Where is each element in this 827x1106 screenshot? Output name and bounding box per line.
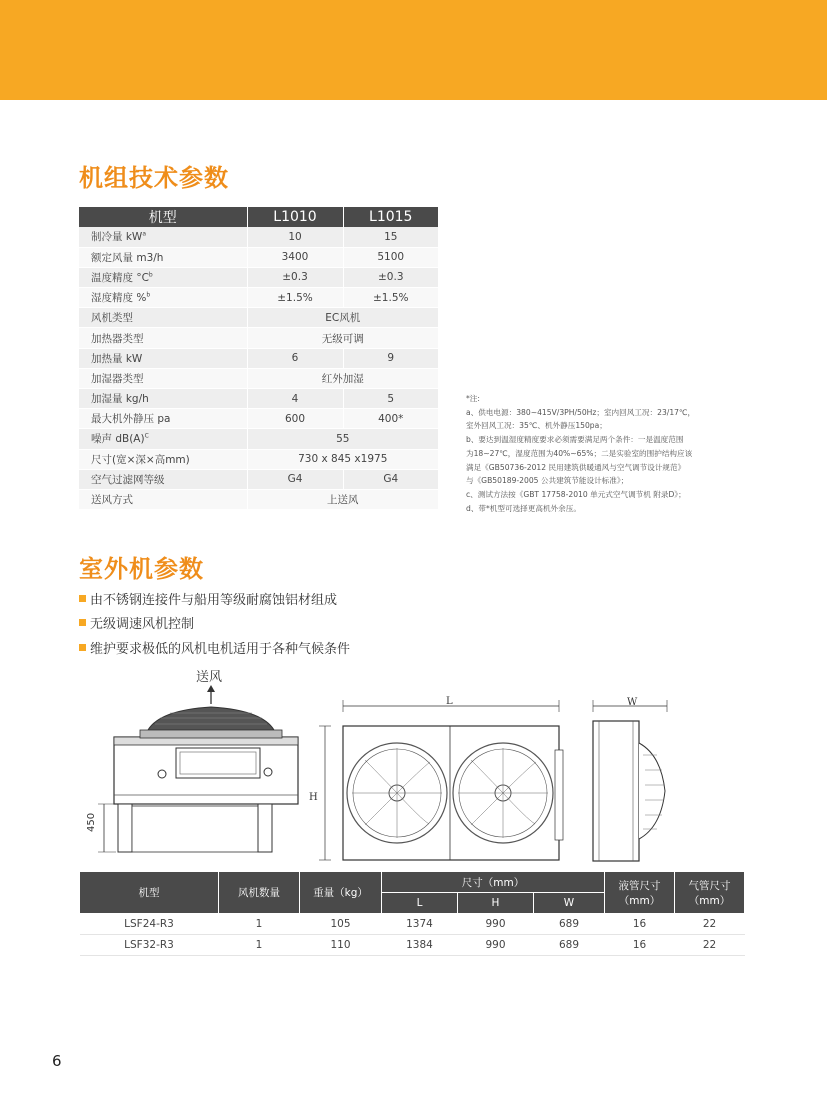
spec-row-label: 风机类型 [79, 308, 247, 328]
spec-row-value: 5 [343, 389, 438, 409]
table-row [80, 935, 745, 956]
airflow-label: 送风 [196, 670, 223, 685]
outdoor-unit-table [79, 871, 745, 956]
spec-header-l1015: L1015 [343, 207, 438, 227]
spec-row-label: 加热量 kW [79, 348, 247, 368]
spec-row-label: 温度精度 $^\circ C^b$ [79, 267, 247, 287]
table-cell: 689 [534, 914, 605, 935]
note-line: d、带*机型可选择更高机外余压。 [466, 503, 581, 513]
spec-row-label: 加热器类型 [79, 328, 247, 348]
spec-row [79, 308, 438, 328]
dim-l-label: L [446, 696, 453, 707]
outdoor-header-size: 尺寸（mm） [382, 872, 605, 893]
spec-row-value: 无级可调 [247, 328, 438, 348]
spec-row-value: ±0.3 [343, 267, 438, 287]
outdoor-header-fan-count: 风机数量 [219, 872, 300, 914]
spec-row-value: 55 [247, 429, 438, 449]
spec-row-value: 4 [247, 389, 343, 409]
feature-list [79, 586, 350, 660]
spec-row-label: 送风方式 [79, 489, 247, 509]
page-number: 6 [52, 1052, 62, 1070]
bullet-square-icon [79, 644, 86, 651]
spec-row-label: 空气过滤网等级 [79, 469, 247, 489]
outdoor-header-l: L [382, 893, 458, 914]
spec-notes [466, 392, 716, 515]
spec-row-value: ±0.3 [247, 267, 343, 287]
spec-row-value: 600 [247, 409, 343, 429]
feature-item: 由不锈钢连接件与船用等级耐腐蚀铝材组成 [79, 586, 350, 611]
spec-row [79, 469, 438, 489]
spec-row-value: 上送风 [247, 489, 438, 509]
spec-row [79, 227, 438, 247]
spec-row-label: 额定风量 m3/h [79, 247, 247, 267]
dim-h-label: H [309, 792, 318, 803]
note-line: 满足《GB50736-2012 民用建筑供暖通风与空气调节设计规范》 [466, 462, 686, 472]
spec-row-value: 3400 [247, 247, 343, 267]
spec-row-value: 9 [343, 348, 438, 368]
top-color-band [0, 0, 827, 100]
table-cell: 110 [300, 935, 382, 956]
spec-row [79, 328, 438, 348]
spec-row-label: 加湿量 kg/h [79, 389, 247, 409]
note-line: b、要达到温湿度精度要求必须需要满足两个条件：一是温度范围 [466, 435, 684, 445]
table-cell: LSF32-R3 [80, 935, 219, 956]
dim-w-label: W [627, 697, 638, 708]
table-cell: 689 [534, 935, 605, 956]
outdoor-unit-profile-drawing [585, 695, 675, 865]
outdoor-header-h: H [458, 893, 534, 914]
table-cell: 990 [458, 935, 534, 956]
spec-header-model: 机型 [79, 207, 247, 227]
spec-row [79, 489, 438, 509]
height-450-label: 450 [86, 812, 97, 832]
table-cell: 990 [458, 914, 534, 935]
bullet-square-icon [79, 619, 86, 626]
spec-row-label: 噪声 $dB(A)^C$ [79, 429, 247, 449]
spec-row [79, 449, 438, 469]
spec-row [79, 348, 438, 368]
spec-row [79, 368, 438, 388]
bullet-square-icon [79, 595, 86, 602]
feature-item: 无级调速风机控制 [79, 611, 350, 636]
spec-row [79, 409, 438, 429]
spec-row-value: 6 [247, 348, 343, 368]
table-cell: 105 [300, 914, 382, 935]
table-cell: 22 [675, 935, 745, 956]
spec-row-value: 红外加湿 [247, 368, 438, 388]
note-line: c、测试方法按《GBT 17758-2010 单元式空气调节机 附录D》； [466, 489, 686, 499]
outdoor-header-liquid: 液管尺寸（mm） [605, 872, 675, 914]
spec-row-label: 尺寸(宽×深×高mm) [79, 449, 247, 469]
spec-row-value: 15 [343, 227, 438, 247]
note-line: 与《GB50189-2005 公共建筑节能设计标准》； [466, 476, 629, 486]
spec-row-label: 湿度精度 %$^b$ [79, 288, 247, 308]
spec-row-label: 加湿器类型 [79, 368, 247, 388]
spec-row-value: 730 x 845 x1975 [247, 449, 438, 469]
note-line: *注: [466, 394, 480, 403]
outdoor-header-gas: 气管尺寸（mm） [675, 872, 745, 914]
outdoor-unit-side-drawing [80, 682, 300, 864]
spec-row [79, 389, 438, 409]
spec-row-value: EC风机 [247, 308, 438, 328]
table-cell: 16 [605, 935, 675, 956]
section-title-unit-params: 机组技术参数 [79, 164, 229, 192]
table-cell: 22 [675, 914, 745, 935]
spec-row [79, 288, 438, 308]
spec-row-label: 制冷量 $kW^a$ [79, 227, 247, 247]
table-cell: 1374 [382, 914, 458, 935]
table-cell: 1 [219, 935, 300, 956]
spec-row-value: ±1.5% [343, 288, 438, 308]
table-cell: 16 [605, 914, 675, 935]
spec-row [79, 429, 438, 449]
outdoor-header-model: 机型 [80, 872, 219, 914]
spec-header-l1010: L1010 [247, 207, 343, 227]
table-row [80, 914, 745, 935]
outdoor-unit-front-drawing [305, 690, 575, 865]
spec-row-value: G4 [343, 469, 438, 489]
spec-row-value: G4 [247, 469, 343, 489]
spec-row-value: ±1.5% [247, 288, 343, 308]
spec-row [79, 267, 438, 287]
note-line: 室外回风工况：35℃、机外静压150pa； [466, 421, 607, 431]
table-cell: 1 [219, 914, 300, 935]
note-line: a、供电电源：380~415V/3PH/50Hz；室内回风工况：23/17℃， [466, 407, 696, 417]
spec-row-label: 最大机外静压 pa [79, 409, 247, 429]
section-title-outdoor-params: 室外机参数 [79, 555, 204, 583]
spec-row-value: 5100 [343, 247, 438, 267]
outdoor-header-weight: 重量（kg） [300, 872, 382, 914]
outdoor-header-w: W [534, 893, 605, 914]
spec-row-value: 400* [343, 409, 438, 429]
spec-table [79, 207, 438, 510]
table-cell: LSF24-R3 [80, 914, 219, 935]
spec-row-value: 10 [247, 227, 343, 247]
table-cell: 1384 [382, 935, 458, 956]
note-line: 为18~27℃，湿度范围为40%~65%；二是实验室的围护结构应该 [466, 448, 693, 458]
spec-row [79, 247, 438, 267]
feature-item: 维护要求极低的风机电机适用于各种气候条件 [79, 635, 350, 660]
